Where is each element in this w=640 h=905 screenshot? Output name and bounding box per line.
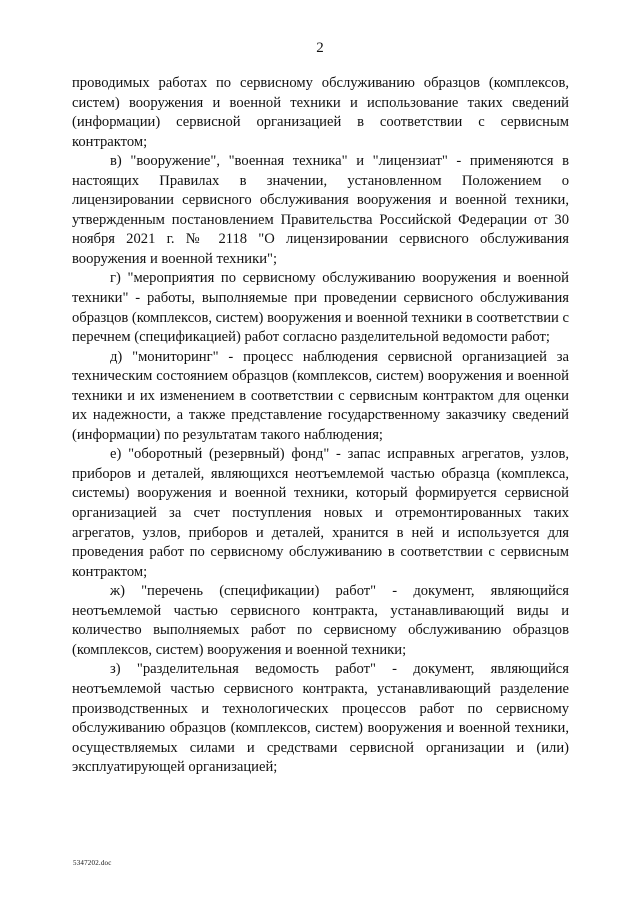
paragraph-item-v: в) "вооружение", "военная техника" и "лицензиат" - применяются в настоящих Правилах в значении, установленном Положением о лицензировании сервисного обслуживания вооружения и военной техники, утвержденным постановлением Правительства Российской Федерации от 30 ноября 2021 г. № 2118 "О лицензировании сервисного обслуживания вооружения и военной техники";: [72, 153, 569, 267]
paragraph-item-e: е) "оборотный (резервный) фонд" - запас исправных агрегатов, узлов, приборов и деталей, являющихся неотъемлемой частью образца (комплекса, системы) вооружения и военной техники, который формируется сервисной организацией за счет поступления новых и отремонтированных таких агрегатов, узлов, приборов и деталей, хранится в ней и используется для проведения работ по сервисному обслуживанию в соответствии с сервисным контрактом;: [72, 446, 569, 580]
paragraph-item-g: г) "мероприятия по сервисному обслуживанию вооружения и военной техники" - работы, выполняемые при проведении сервисного обслуживания образцов (комплексов, систем) вооружения и военной техники в соответствии с перечнем (спецификацией) работ согласно разделительной ведомости работ;: [72, 270, 569, 346]
paragraph-continuation: проводимых работах по сервисному обслуживанию образцов (комплексов, систем) вооружения и военной техники и использование таких сведений (информации) сервисной организацией в соответствии с сервисным контрактом;: [72, 75, 569, 150]
document-body: [72, 74, 569, 778]
paragraph-item-d: д) "мониторинг" - процесс наблюдения сервисной организацией за техническим состоянием образцов (комплексов, систем) вооружения и военной техники и их изменением в соответствии с сервисным контрактом для оценки их надежности, а также представление государственному заказчику сведений (информации) по результатам такого наблюдения;: [72, 348, 569, 443]
paragraph-item-zh: ж) "перечень (спецификации) работ" - документ, являющийся неотъемлемой частью сервисного контракта, устанавливающий виды и количество выполняемых работ по сервисному обслуживанию образцов (комплексов, систем) вооружения и военной техники;: [72, 583, 569, 658]
paragraph-item-z: з) "разделительная ведомость работ" - документ, являющийся неотъемлемой частью сервисного контракта, устанавливающий разделение производственных и технологических процессов работ по сервисному обслуживанию образцов (комплексов, систем) вооружения и военной техники, осуществляемых силами и средствами сервисной организации и (или) эксплуатирующей организацией;: [72, 661, 569, 776]
document-file-code: 5347202.doc: [73, 859, 112, 867]
page-number: 2: [316, 40, 324, 56]
